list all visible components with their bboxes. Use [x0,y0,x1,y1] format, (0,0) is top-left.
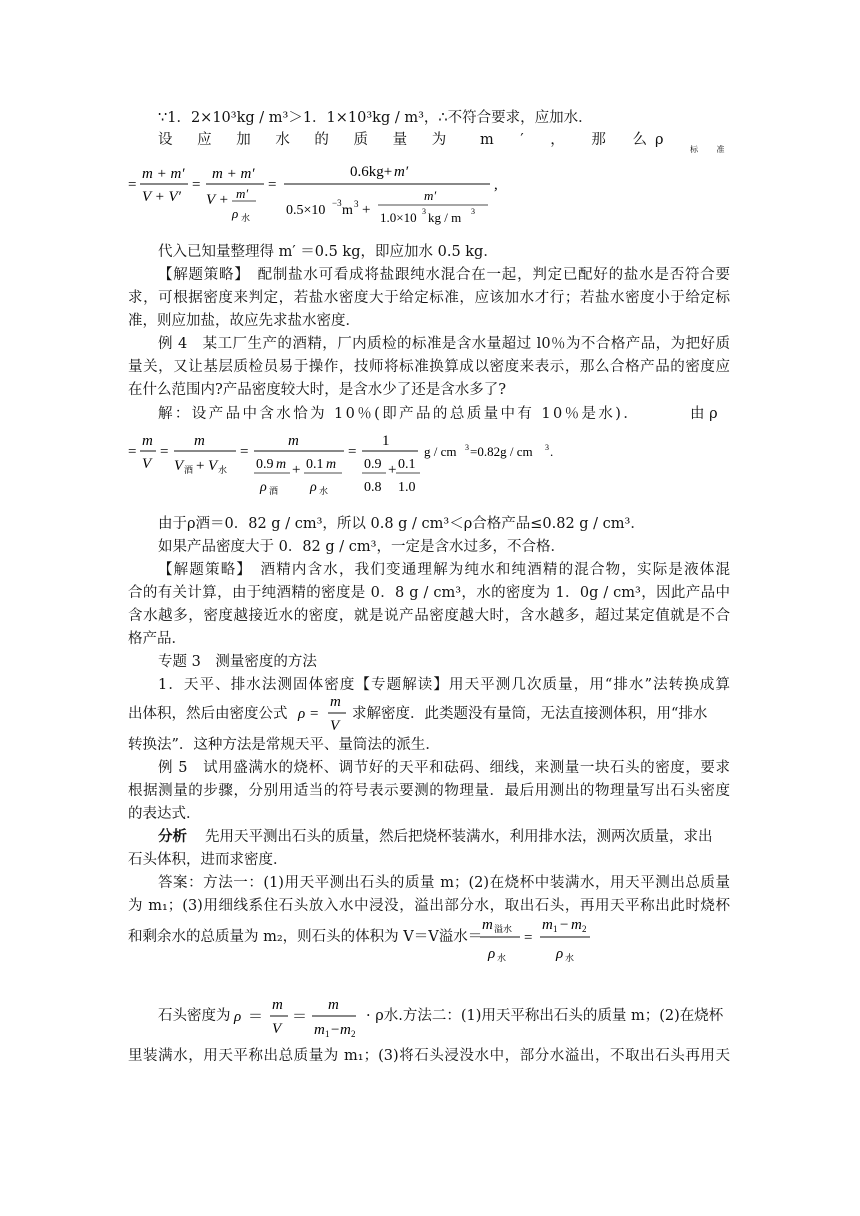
text-line: 由于ρ酒＝0．82 g / cm³，所以 0.8 g / cm³＜ρ合格产品≤0.82 g / cm³． [158,516,645,532]
svg-text:=: = [310,706,319,722]
svg-text:m: m [542,917,553,933]
svg-text:,: , [494,177,498,193]
svg-text:3: 3 [545,443,549,452]
text-line: 里装满水，用天平称出总质量为 m₁；(3)将石头浸没水中，部分水溢出，不取出石头再用天 [128,1048,730,1064]
svg-text:m: m [330,694,341,710]
svg-text:m: m [142,433,153,449]
svg-text:=: = [160,444,169,460]
svg-text:1: 1 [382,433,390,449]
svg-text:m: m [272,997,283,1013]
svg-text:0.9: 0.9 [256,457,274,472]
text-line: 量关，又让基层质检员易于操作，技师将标准换算成以密度来表示，那么合格产品的密度应 [128,359,730,375]
text-line: 解：设产品中含水恰为 10％(即产品的总质量中有 10％是水)． [158,406,641,422]
svg-text:0.8: 0.8 [364,480,382,495]
svg-text:m′: m′ [424,188,437,203]
text-line: 【解题策略】 酒精内含水，我们变通理解为纯水和纯酒精的混合物，实际是液体混 [158,562,730,578]
svg-text:水: 水 [319,486,329,496]
text-line: 【解题策略】 配制盐水可看成将盐跟纯水混合在一起，判定已配好的盐水是否符合要 [158,267,730,283]
text-line: 如果产品密度大于 0．82 g / cm³，一定是含水过多，不合格． [158,539,565,555]
svg-text:ρ: ρ [260,480,267,495]
svg-text:m: m [342,203,353,218]
svg-text:−: − [331,1022,340,1038]
text-line: 格产品． [128,631,186,647]
svg-text:水: 水 [218,465,228,475]
svg-text:m: m [288,433,299,449]
text-line: 答案：方法一：(1)用天平测出石头的质量 m；(2)在烧杯中装满水，用天平测出总质量 [158,875,730,891]
svg-text:=: = [268,177,277,193]
svg-text:1: 1 [553,924,558,934]
text-line: 石头体积，进而求密度． [128,852,288,868]
formula-1 [128,156,508,240]
text-line: 的表达式． [128,806,201,822]
svg-text:0.9: 0.9 [364,457,382,472]
text-line: 根据测量的步骤，分别用适当的符号表示要测的物理量．最后用测出的物理量写出石头密度 [128,783,730,799]
text-line: ∵1．2×10³kg / m³＞1．1×10³kg / m³，∴不符合要求，应加水． [158,110,593,126]
svg-text:m: m [340,1022,351,1038]
text-line: 由 ρ [690,406,718,422]
svg-text:=: = [128,177,137,193]
svg-text:g / cm: g / cm [424,444,457,459]
text-line: 例 4 某工厂生产的酒精，厂内质检的标准是含水量超过 l0％为不合格产品，为把好质 [158,336,730,352]
svg-text:0.1: 0.1 [398,457,416,472]
text-line: 1．天平、排水法测固体密度【专题解读】用天平测几次质量，用“排水”法转换成算 [158,677,730,693]
svg-text:m: m [328,997,339,1013]
svg-text:m + m′: m + m′ [142,166,185,182]
text-line: 准，则应加盐，故应先求盐水密度． [128,313,360,329]
svg-text:m: m [314,1022,325,1038]
svg-text:V: V [272,1021,282,1037]
text-line: 出体积，然后由密度公式 [128,706,288,722]
svg-text:ρ: ρ [310,480,317,495]
text-line: 在什么范围内?产品密度较大时，是含水少了还是含水多了? [128,382,507,398]
subscript-standard: 标 准 [690,145,725,154]
svg-text:V: V [142,456,152,472]
section-heading: 专题 3 测量密度的方法 [158,654,317,670]
text-line: 和剩余水的总质量为 m₂，则石头的体积为 V＝V溢水＝ [128,929,483,945]
svg-text:V: V [174,458,184,474]
svg-text:0.1: 0.1 [306,457,324,472]
svg-text:＝: ＝ [248,1009,264,1025]
svg-text:2: 2 [582,924,587,934]
svg-text:m + m′: m + m′ [212,166,255,182]
svg-text:＝: ＝ [292,1009,308,1025]
formula-5 [234,989,358,1047]
svg-text:3: 3 [422,207,426,216]
svg-text:水: 水 [565,953,575,963]
svg-text:ρ: ρ [298,706,306,722]
svg-text:2: 2 [351,1029,356,1039]
svg-text:+: + [362,202,371,218]
svg-text:m′: m′ [236,186,249,201]
svg-text:ρ: ρ [234,1009,242,1025]
svg-text:V +: V + [206,192,229,208]
svg-text:ρ: ρ [556,946,564,962]
svg-text:m: m [194,433,205,449]
svg-text:m′: m′ [394,164,409,180]
text-line: 代入已知量整理得 m′ ＝0.5 kg，即应加水 0.5 kg． [158,244,498,260]
svg-text:m: m [571,917,582,933]
svg-text:=0.82g / cm: =0.82g / cm [470,444,533,459]
formula-2 [128,424,568,506]
svg-text:1.0×10: 1.0×10 [380,210,417,225]
svg-text:=: = [348,444,357,460]
svg-text:m: m [326,457,337,472]
svg-text:V + V′: V + V′ [142,189,181,205]
svg-text:3: 3 [354,199,359,209]
text-line: 例 5 试用盛满水的烧杯、调节好的天平和砝码、细线，来测量一块石头的密度，要求 [158,760,730,776]
text-line: 求解密度．此类题没有量筒，无法直接测体积，用“排水 [352,706,708,722]
svg-text:=: = [524,930,533,946]
svg-text:ρ: ρ [488,946,496,962]
text-line: · ρ水.方法二：(1)用天平称出石头的质量 m；(2)在烧杯 [366,1008,724,1024]
svg-text:水: 水 [241,213,251,223]
text-line: 含水越多，密度越接近水的密度，就是说产品密度越大时，含水越多，超过某定值就是不合 [128,608,730,624]
text-line: 先用天平测出石头的质量，然后把烧杯装满水，利用排水法，测两次质量，求出 [205,829,713,845]
svg-text:水: 水 [497,953,507,963]
rho-symbol: ρ [655,132,664,148]
svg-text:+: + [388,462,397,478]
svg-text:m: m [276,457,287,472]
svg-text:+: + [196,458,205,474]
svg-text:1: 1 [325,1029,330,1039]
formula-3 [298,688,354,742]
text-line: m ′ ， 那 么 [480,132,647,148]
text-line: 转换法”．这种方法是常规天平、量筒法的派生． [128,737,440,753]
svg-text:ρ: ρ [232,206,239,221]
svg-text:.: . [550,444,554,459]
text-line: 求，可根据密度来判定，若盐水密度大于给定标准，应该加水才行；若盐水密度小于给定标 [128,290,730,306]
svg-text:kg / m: kg / m [428,210,462,225]
svg-text:=: = [192,177,201,193]
svg-text:0.6kg+: 0.6kg+ [350,164,393,180]
svg-text:m: m [482,917,493,933]
svg-text:溢水: 溢水 [494,924,513,934]
text-line: 合的有关计算，由于纯酒精的密度是 0．8 g / cm³，水的密度为 1．0g / cm³，因此产品中 [128,585,730,601]
svg-text:+: + [292,462,301,478]
svg-text:V: V [208,458,218,474]
svg-text:V: V [330,718,340,734]
svg-text:0.5×10: 0.5×10 [286,203,326,218]
svg-text:=: = [240,444,249,460]
svg-text:酒: 酒 [269,486,279,496]
text-line: 为 m₁；(3)用细线系住石头放入水中浸没，溢出部分水，取出石头，再用天平称出此时烧杯 [128,898,730,914]
text-line: 石头密度为 [158,1008,231,1024]
svg-text:酒: 酒 [184,465,194,475]
svg-text:3: 3 [465,443,469,452]
svg-text:=: = [128,444,137,460]
svg-text:−: − [560,917,569,933]
formula-4 [480,910,600,976]
text-line: 设 应 加 水 的 质 量 为 [158,132,447,148]
svg-text:−3: −3 [332,198,342,208]
analysis-label: 分析 [158,828,187,845]
svg-text:3: 3 [471,207,475,216]
svg-text:1.0: 1.0 [398,480,416,495]
